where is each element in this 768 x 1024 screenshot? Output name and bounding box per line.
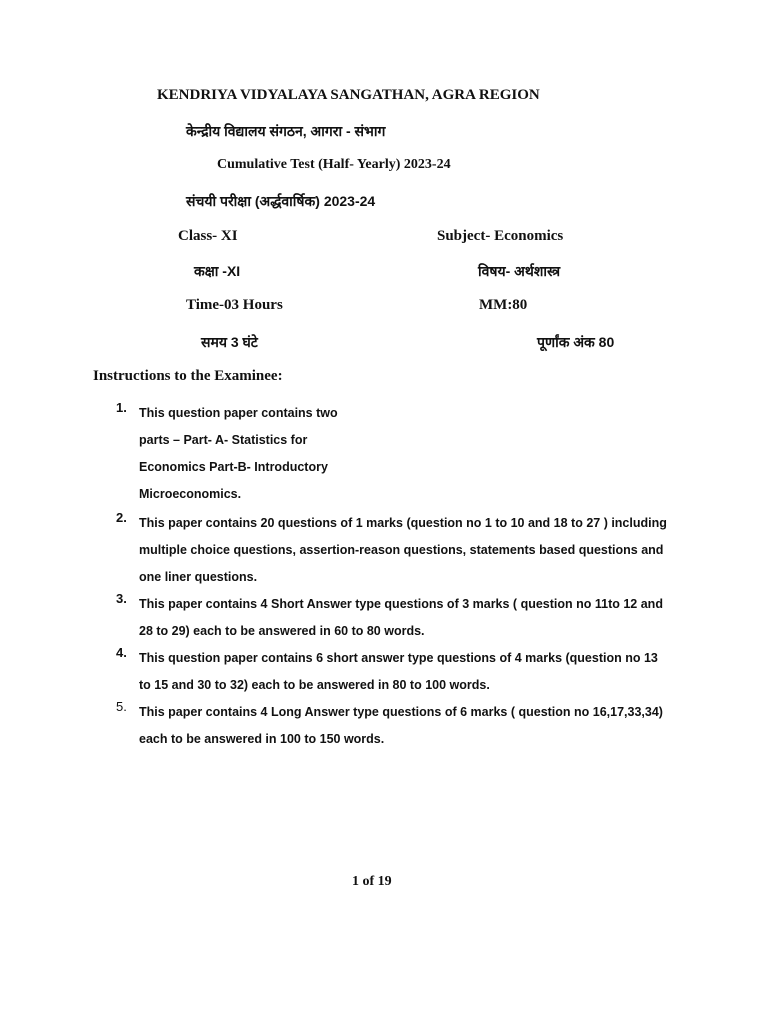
item-text: This question paper contains two parts – Part- A- Statistics for Economics Part-B- Introductory Microeconomics.	[139, 406, 338, 501]
item-number: 5.	[116, 699, 127, 714]
time-english: Time-03 Hours	[186, 297, 283, 313]
list-item	[110, 510, 670, 591]
page-number: 1 of 19	[352, 874, 392, 889]
class-hindi: कक्षा -XI	[194, 263, 241, 279]
subject-english: Subject- Economics	[437, 228, 564, 244]
item-text: This paper contains 4 Long Answer type questions of 6 marks ( question no 16,17,33,34) each to be answered in 100 to 150 words.	[139, 705, 663, 746]
instructions-list	[110, 400, 670, 753]
item-text: This question paper contains 6 short answer type questions of 4 marks (question no 13 to 15 and 30 to 32) each to be answered in 80 to 100 words.	[139, 651, 658, 692]
item-number: 4.	[116, 645, 127, 660]
item-number: 3.	[116, 591, 127, 606]
list-item	[110, 699, 670, 753]
instructions-heading: Instructions to the Examinee:	[93, 368, 283, 384]
time-hindi: समय 3 घंटे	[201, 334, 258, 350]
subject-hindi: विषय- अर्थशास्त्र	[478, 263, 561, 279]
max-marks-hindi: पूर्णांक अंक 80	[537, 334, 615, 350]
list-item	[110, 591, 670, 645]
org-title-hindi: केन्द्रीय विद्यालय संगठन, आगरा - संभाग	[186, 123, 386, 139]
item-text: This paper contains 20 questions of 1 marks (question no 1 to 10 and 18 to 27 ) including multiple choice questions, assertion-reason questions, statements based questions and one liner questions.	[139, 516, 667, 584]
list-item	[110, 645, 670, 699]
test-title-hindi: संचयी परीक्षा (अर्द्धवार्षिक) 2023-24	[186, 193, 376, 209]
item-number: 1.	[116, 400, 127, 415]
max-marks-english: MM:80	[479, 297, 528, 313]
org-title-english: KENDRIYA VIDYALAYA SANGATHAN, AGRA REGION	[157, 87, 540, 103]
item-number: 2.	[116, 510, 127, 525]
class-english: Class- XI	[178, 228, 238, 244]
test-title-english: Cumulative Test (Half- Yearly) 2023-24	[217, 157, 451, 172]
list-item	[110, 400, 670, 508]
item-text: This paper contains 4 Short Answer type questions of 3 marks ( question no 11to 12 and 28 to 29) each to be answered in 60 to 80 words.	[139, 597, 663, 638]
